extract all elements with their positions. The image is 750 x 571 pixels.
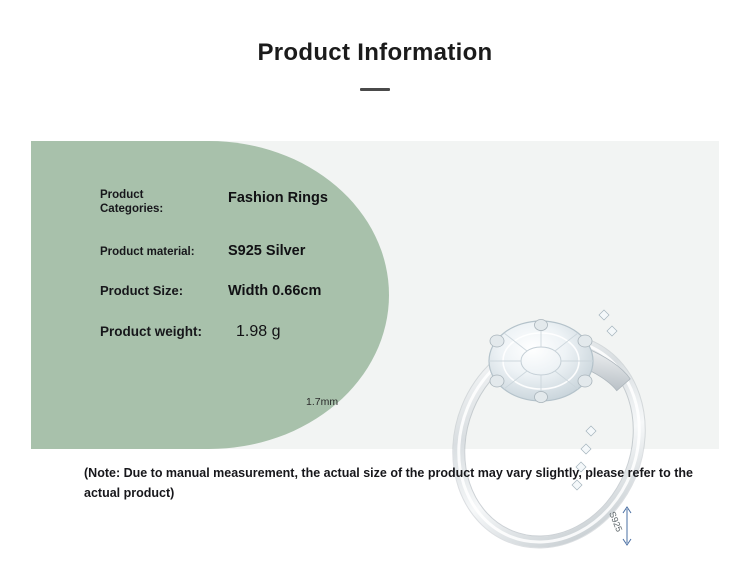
ring-dimension-label: 1.7mm: [306, 396, 339, 408]
spec-row: [100, 190, 430, 220]
spec-value-category: Fashion Rings: [228, 190, 328, 206]
spec-list: [100, 190, 430, 363]
spec-value-size: Width 0.66cm: [228, 283, 322, 299]
spec-value-material: S925 Silver: [228, 243, 306, 259]
ring-illustration: [431, 291, 701, 571]
spec-label-category: Product Categories:: [100, 189, 164, 215]
spec-row: [100, 243, 430, 260]
measurement-note: (Note: Due to manual measurement, the actual size of the product may vary slightly, please refer to the actual product): [84, 466, 693, 500]
spec-row: [100, 323, 430, 340]
title-block: [0, 38, 750, 91]
spec-label-material: Product material:: [100, 246, 195, 258]
spec-value-weight: 1.98 g: [236, 323, 281, 340]
page-title: Product Information: [257, 39, 493, 66]
spec-label-weight: Product weight:: [100, 324, 202, 339]
band-stamp-text: S925: [607, 510, 625, 534]
spec-label-size: Product Size:: [100, 283, 184, 298]
title-underline: [360, 88, 390, 91]
spec-row: [100, 283, 430, 300]
